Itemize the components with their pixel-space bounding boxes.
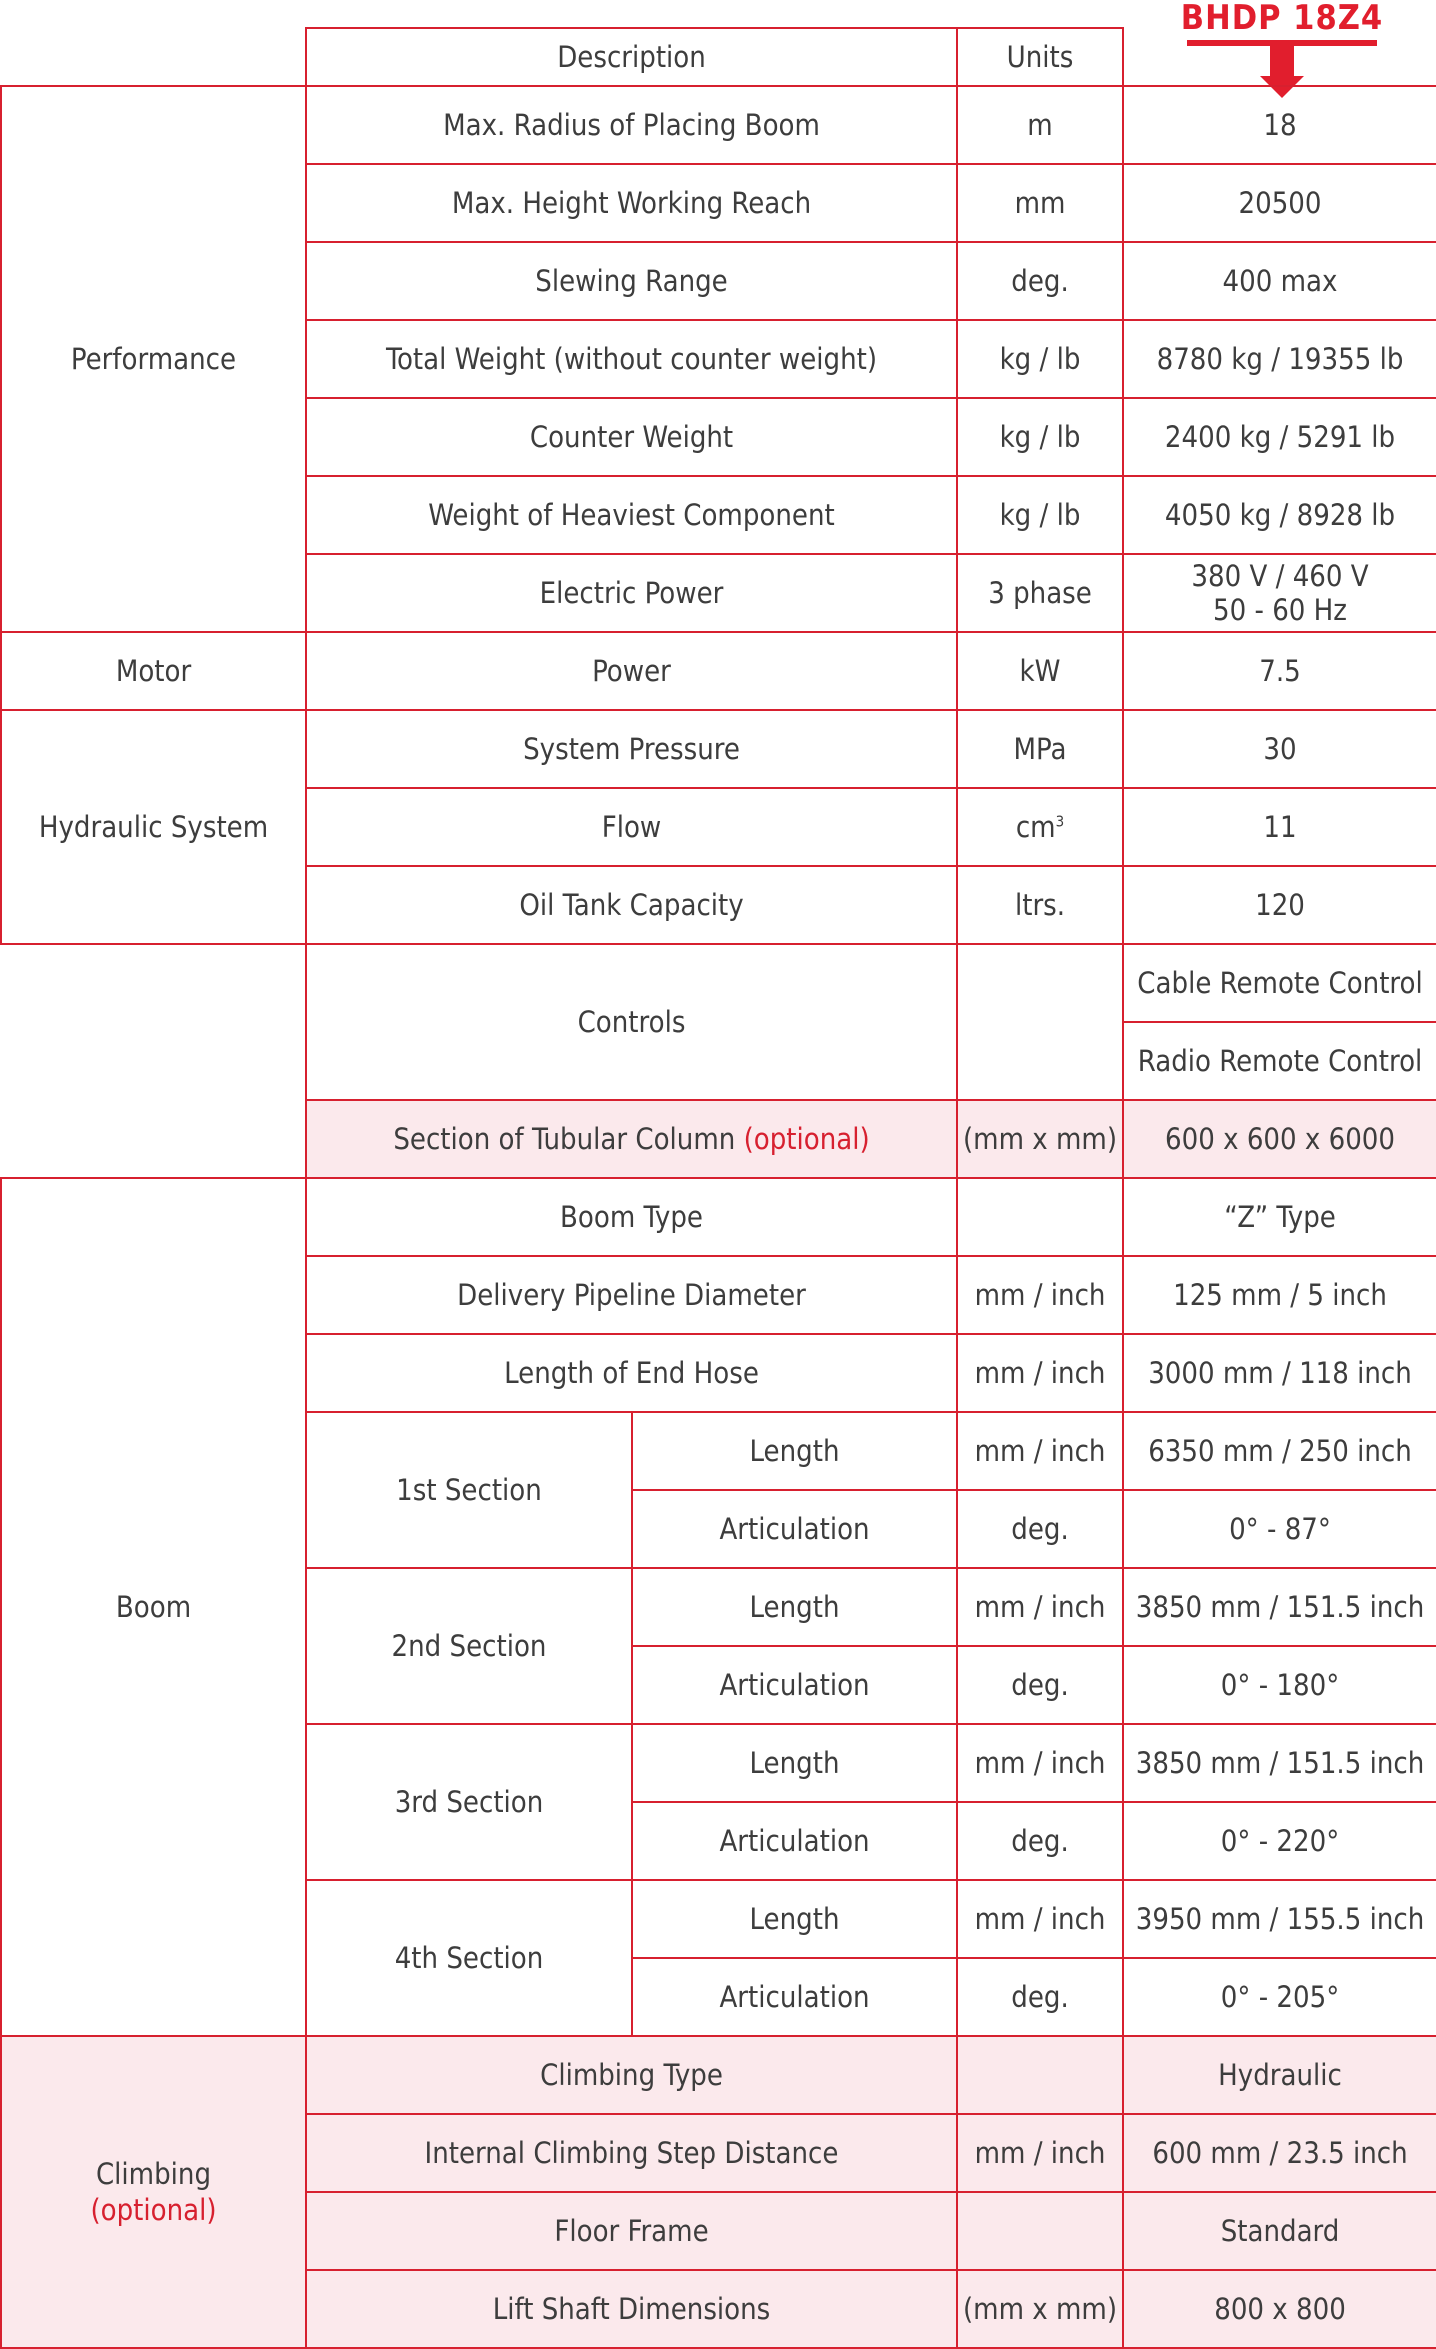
- header-units: Units: [957, 28, 1123, 86]
- row-description: Climbing Type: [306, 2036, 957, 2114]
- row-description: Max. Height Working Reach: [306, 164, 957, 242]
- row-description: Floor Frame: [306, 2192, 957, 2270]
- row-description: Boom Type: [306, 1178, 957, 1256]
- tubular-desc: Section of Tubular Column: [393, 1122, 736, 1156]
- table-row: [1, 632, 1436, 710]
- unit-base: cm: [1015, 810, 1056, 844]
- section-name: 1st Section: [306, 1412, 632, 1568]
- header-empty: [1, 28, 306, 86]
- row-unit: (mm x mm): [957, 1100, 1123, 1178]
- row-value: 8780 kg / 19355 lb: [1123, 320, 1436, 398]
- optional-label: (optional): [90, 2193, 217, 2227]
- section-name: 4th Section: [306, 1880, 632, 2036]
- row-unit: kg / lb: [957, 476, 1123, 554]
- category-hydraulic: Hydraulic System: [1, 710, 306, 944]
- row-value: 4050 kg / 8928 lb: [1123, 476, 1436, 554]
- row-value: 600 mm / 23.5 inch: [1123, 2114, 1436, 2192]
- row-value: Radio Remote Control: [1123, 1022, 1436, 1100]
- row-value: Standard: [1123, 2192, 1436, 2270]
- section-name: 2nd Section: [306, 1568, 632, 1724]
- row-value: 0° - 220°: [1123, 1802, 1436, 1880]
- row-unit: MPa: [957, 710, 1123, 788]
- row-unit: mm / inch: [957, 1256, 1123, 1334]
- row-unit: mm / inch: [957, 1334, 1123, 1412]
- row-value: 7.5: [1123, 632, 1436, 710]
- section-sub-label: Length: [632, 1412, 957, 1490]
- row-value: 11: [1123, 788, 1436, 866]
- row-unit: deg.: [957, 1802, 1123, 1880]
- row-unit: mm / inch: [957, 1724, 1123, 1802]
- value-line: 380 V / 460 V: [1191, 559, 1369, 593]
- category-boom: Boom: [1, 1178, 306, 2036]
- row-unit: m: [957, 86, 1123, 164]
- row-unit: kg / lb: [957, 320, 1123, 398]
- category-motor: Motor: [1, 632, 306, 710]
- row-value: 6350 mm / 250 inch: [1123, 1412, 1436, 1490]
- row-value: 0° - 87°: [1123, 1490, 1436, 1568]
- row-description: Weight of Heaviest Component: [306, 476, 957, 554]
- row-unit: mm: [957, 164, 1123, 242]
- table-row: [1, 1178, 1436, 1256]
- row-description: Flow: [306, 788, 957, 866]
- row-unit: mm / inch: [957, 2114, 1123, 2192]
- row-description: Total Weight (without counter weight): [306, 320, 957, 398]
- row-unit: kW: [957, 632, 1123, 710]
- section-sub-label: Articulation: [632, 1958, 957, 2036]
- row-unit: [957, 2192, 1123, 2270]
- row-unit: mm / inch: [957, 1412, 1123, 1490]
- row-description: Slewing Range: [306, 242, 957, 320]
- table-row: [1, 944, 1436, 1022]
- row-value: 600 x 600 x 6000: [1123, 1100, 1436, 1178]
- row-value: Cable Remote Control: [1123, 944, 1436, 1022]
- unit-superscript: 3: [1055, 812, 1065, 831]
- section-sub-label: Length: [632, 1880, 957, 1958]
- row-value: 0° - 205°: [1123, 1958, 1436, 2036]
- row-value: 3850 mm / 151.5 inch: [1123, 1724, 1436, 1802]
- row-value: 125 mm / 5 inch: [1123, 1256, 1436, 1334]
- section-sub-label: Length: [632, 1724, 957, 1802]
- row-value: 2400 kg / 5291 lb: [1123, 398, 1436, 476]
- table-row: [1, 86, 1436, 164]
- section-sub-label: Articulation: [632, 1490, 957, 1568]
- category-empty: [1, 944, 306, 1178]
- row-value: 120: [1123, 866, 1436, 944]
- category-climbing: [1, 2036, 306, 2348]
- table-row: [1, 710, 1436, 788]
- row-value: 400 max: [1123, 242, 1436, 320]
- row-unit: deg.: [957, 1490, 1123, 1568]
- optional-label: (optional): [743, 1122, 870, 1156]
- row-unit: deg.: [957, 1958, 1123, 2036]
- row-value: 30: [1123, 710, 1436, 788]
- row-value: Hydraulic: [1123, 2036, 1436, 2114]
- header-description: Description: [306, 28, 957, 86]
- row-unit: [957, 788, 1123, 866]
- row-description: [306, 1100, 957, 1178]
- row-value: 20500: [1123, 164, 1436, 242]
- row-value: 0° - 180°: [1123, 1646, 1436, 1724]
- row-unit: [957, 2036, 1123, 2114]
- category-performance: Performance: [1, 86, 306, 632]
- value-line: 50 - 60 Hz: [1213, 593, 1347, 627]
- row-unit: mm / inch: [957, 1568, 1123, 1646]
- row-description: Delivery Pipeline Diameter: [306, 1256, 957, 1334]
- row-unit: kg / lb: [957, 398, 1123, 476]
- row-unit: deg.: [957, 242, 1123, 320]
- row-description: Electric Power: [306, 554, 957, 632]
- section-name: 3rd Section: [306, 1724, 632, 1880]
- category-label: Climbing: [95, 2157, 212, 2191]
- row-unit: (mm x mm): [957, 2270, 1123, 2348]
- row-description: Lift Shaft Dimensions: [306, 2270, 957, 2348]
- row-value-electric: [1123, 554, 1436, 632]
- row-description: Max. Radius of Placing Boom: [306, 86, 957, 164]
- row-unit: ltrs.: [957, 866, 1123, 944]
- row-value: 18: [1123, 86, 1436, 164]
- row-value: 3950 mm / 155.5 inch: [1123, 1880, 1436, 1958]
- spec-table: [0, 27, 1436, 2349]
- row-description: Controls: [306, 944, 957, 1100]
- section-sub-label: Articulation: [632, 1646, 957, 1724]
- row-unit: [957, 1178, 1123, 1256]
- section-sub-label: Articulation: [632, 1802, 957, 1880]
- row-unit: mm / inch: [957, 1880, 1123, 1958]
- row-description: Internal Climbing Step Distance: [306, 2114, 957, 2192]
- row-value: “Z” Type: [1123, 1178, 1436, 1256]
- row-description: Counter Weight: [306, 398, 957, 476]
- row-description: Oil Tank Capacity: [306, 866, 957, 944]
- header-row: [1, 28, 1436, 86]
- row-description: Length of End Hose: [306, 1334, 957, 1412]
- row-value: 3000 mm / 118 inch: [1123, 1334, 1436, 1412]
- row-description: Power: [306, 632, 957, 710]
- table-row: [1, 2036, 1436, 2114]
- row-unit: deg.: [957, 1646, 1123, 1724]
- section-sub-label: Length: [632, 1568, 957, 1646]
- row-value: 800 x 800: [1123, 2270, 1436, 2348]
- model-name: BHDP 18Z4: [1180, 0, 1384, 38]
- header-model-spacer: [1123, 28, 1436, 86]
- row-unit-empty: [957, 944, 1123, 1100]
- row-value: 3850 mm / 151.5 inch: [1123, 1568, 1436, 1646]
- row-description: System Pressure: [306, 710, 957, 788]
- row-unit: 3 phase: [957, 554, 1123, 632]
